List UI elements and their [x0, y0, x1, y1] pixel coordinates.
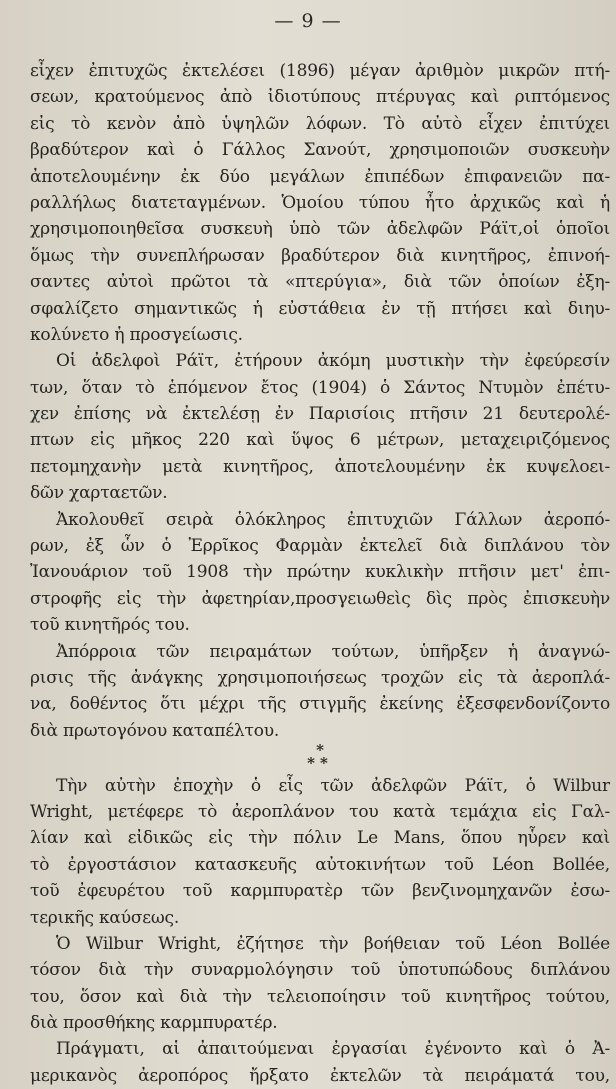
paragraph	[30, 58, 610, 348]
text-line: πετομηχανὴν μετὰ κινητῆρος, ἀποτελουμένην ἐκ κυψελοει-	[30, 456, 610, 477]
text-line: εἰς τὸ κενὸν ἀπὸ ὑψηλῶν λόφων. Τὸ αὐτὸ εἶχεν ἐπιτύχει	[30, 113, 610, 134]
text-line: Πράγματι, αἱ ἀπαιτούμεναι ἐργασίαι ἐγένοντο καὶ ὁ Ἀ-	[56, 1039, 610, 1060]
section-break	[30, 741, 610, 773]
text-line: τὸ ἐργοστάσιον κατασκευῆς αὐτοκινήτων τοῦ Léon Bollée,	[30, 854, 610, 875]
text-line: βραδύτερον καὶ ὁ Γάλλος Σανούτ, χρησιμοποιῶν συσκευὴν	[30, 140, 610, 161]
paragraph	[30, 931, 610, 1037]
text-line: τοῦ ἐφευρέτου τοῦ καρμπυρατὲρ τῶν βενζινομηχανῶν ἐσω-	[30, 881, 610, 902]
text-line: ρων, ἐξ ὧν ὁ Ἐρρῖκος Φαρμὰν ἐκτελεῖ διὰ διπλάνου τὸν	[30, 536, 610, 557]
paragraph	[30, 1036, 610, 1089]
text-line: Οἱ ἀδελφοὶ Ράϊτ, ἐτήρουν ἀκόμη μυστικὴν τὴν ἐφεύρεσίν	[56, 351, 610, 372]
text-line: εἶχεν ἐπιτυχῶς ἐκτελέσει (1896) μέγαν ἀριθμὸν μικρῶν πτή-	[30, 61, 610, 81]
text-line: σεων, κρατούμενος ἀπὸ ἰδιοτύπους πτέρυγας καὶ ριπτόμενος	[30, 87, 610, 108]
text-line: δῶν χαρταετῶν.	[30, 483, 168, 504]
paragraph	[30, 348, 610, 506]
body-text	[30, 58, 610, 1089]
page-number: — 9 —	[274, 10, 342, 32]
text-line: μερικανὸς ἀεροπόρος ἤρξατο ἐκτελῶν τὰ πειράματά του,	[30, 1065, 610, 1086]
paragraph	[30, 507, 610, 639]
text-line: στροφῆς εἰς τὴν ἀφετηρίαν,προσγειωθεὶς δὶς πρὸς ἐπισκευὴν	[30, 588, 610, 609]
paragraph	[30, 639, 610, 745]
text-line: Ἰανουάριον τοῦ 1908 τὴν πρώτην κυκλικὴν πτῆσιν μετ' ἐπι-	[30, 562, 610, 583]
text-line: τόσον διὰ τὴν συναρμολόγησιν τοῦ ὑποτυπώδους διπλάνου	[30, 960, 610, 981]
text-line: κολύνετο ἡ προσγείωσις.	[30, 324, 243, 345]
text-line: διὰ προσθήκης καρμπυρατέρ.	[30, 1013, 278, 1034]
text-line: χρησιμοποιηθεῖσα συσκευὴ ὑπὸ τῶν ἀδελφῶν Ράϊτ,οἱ ὁποῖοι	[30, 219, 610, 240]
text-line: σαντες αὐτοὶ πρῶτοι τὰ «πτερύγια», διὰ τῶν ὁποίων ἐξη-	[30, 272, 610, 293]
text-line: ρισις τῆς ἀνάγκης χρησιμοποιήσεως τροχῶν εἰς τὰ ἀεροπλά-	[30, 667, 610, 688]
text-line: Τὴν αὐτὴν ἐποχὴν ὁ εἷς τῶν ἀδελφῶν Ράϊτ, ὁ Wilbur	[56, 775, 610, 796]
text-line: Wright, μετέφερε τὸ ἀεροπλάνον του κατὰ τεμάχια εἰς Γαλ-	[30, 801, 610, 822]
text-line: να, δοθέντος ὅτι μέχρι τῆς στιγμῆς ἐκείνης ἐξεσφενδονίζοντο	[30, 694, 610, 715]
text-line: ἀποτελουμένην ἐκ δύο μεγάλων ἐπιπέδων ἐπιφανειῶν πα-	[30, 166, 610, 187]
text-line: διὰ πρωτογόνου καταπέλτου.	[30, 720, 280, 741]
text-line: των, ὅταν τὸ ἑπόμενον ἔτος (1904) ὁ Σάντος Ντυμὸν ἐπέτυ-	[30, 377, 610, 398]
section-break-bottom: **	[307, 754, 333, 773]
text-line: λίαν καὶ εἰδικῶς εἰς τὴν πόλιν Le Mans, ὅπου ηὗρεν καὶ	[30, 828, 610, 849]
text-line: ὅμως τὴν συνεπλήρωσαν βραδύτερον διὰ κινητῆρος, ἐπινοή-	[30, 245, 610, 266]
text-line: σφαλίζετο σημαντικῶς ἡ εὐστάθεια ἐν τῇ πτήσει καὶ διηυ-	[30, 298, 610, 319]
text-line: Ὁ Wilbur Wright, ἐζήτησε τὴν βοήθειαν τοῦ Léon Bollée	[56, 933, 610, 954]
text-line: Ἀκολουθεῖ σειρὰ ὁλόκληρος ἐπιτυχιῶν Γάλλων ἀεροπό-	[56, 509, 610, 530]
section-break-top: *	[316, 741, 324, 760]
text-line: πτων εἰς μῆκος 220 καὶ ὕψος 6 μέτρων, μεταχειριζόμενος	[30, 430, 610, 451]
text-line: τερικῆς καύσεως.	[30, 907, 180, 928]
text-line: τοῦ κινητῆρός του.	[30, 615, 190, 636]
text-line: Ἀπόρροια τῶν πειραμάτων τούτων, ὑπῆρξεν ἡ ἀναγνώ-	[56, 641, 610, 662]
paragraph	[30, 773, 610, 931]
text-line: του, ὅσον καὶ διὰ τὴν τελειοποίησιν τοῦ κινητῆρος τούτου,	[30, 986, 610, 1007]
text-line: χεν ἐπίσης νὰ ἐκτελέσῃ ἐν Παρισίοις πτῆσιν 21 δευτερολέ-	[30, 404, 610, 425]
text-line: ραλλήλως διατεταγμένων. Ὁμοίου τύπου ἦτο ἀρχικῶς καὶ ἡ	[30, 192, 610, 213]
